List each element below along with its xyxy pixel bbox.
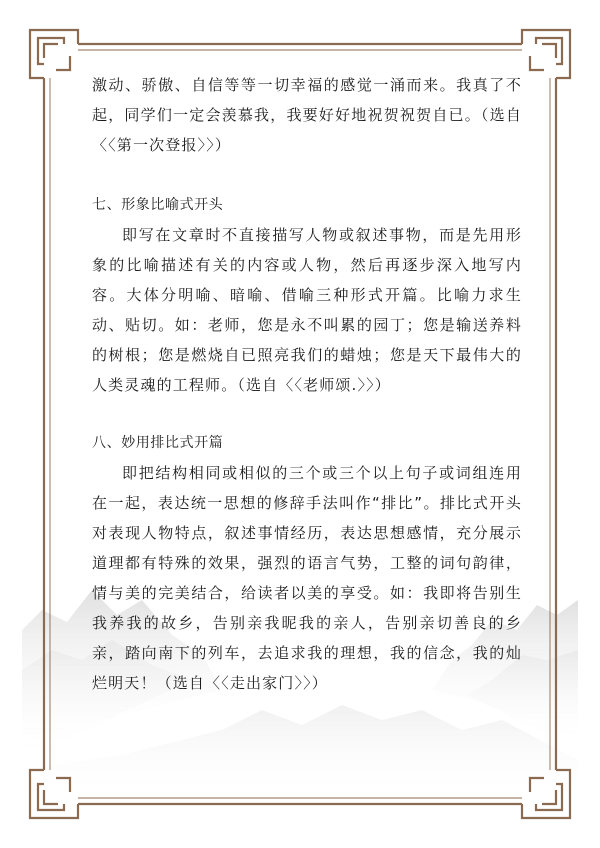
section-eight-body: 即把结构相同或相似的三个或三个以上句子或词组连用在一起，表达统一思想的修辞手法叫作“排比”。排比式开头对表现人物特点，叙述事情经历，表达思想感情，充分展示道理都有特殊的效果，强烈的语言气势，工整的词句韵律，情与美的完美结合，给读者以美的享受。如：我即将告别生我养我的故乡，告别亲我昵我的亲人，告别亲切善良的乡亲，踏向南下的列车，去追求我的理想，我的信念，我的灿烂明天！（选自〈〈走出家门〉〉） bbox=[92, 464, 522, 692]
section-eight-heading: 八、妙用排比式开篇 bbox=[92, 435, 224, 451]
document-content bbox=[92, 70, 522, 698]
section-seven-body: 即写在文章时不直接描写人物或叙述事物，而是先用形象的比喻描述有关的内容或人物，然后再逐步深入地写内容。大体分明喻、暗喻、借喻三种形式开篇。比喻力求生动、贴切。如：老师，您是永不叫累的园丁；您是输送养料的树根；您是燃烧自已照亮我们的蜡烛；您是天下最伟大的人类灵魂的工程师。（选自〈〈老师颂.〉〉） bbox=[92, 226, 522, 394]
section-seven-heading: 七、形象比喻式开头 bbox=[92, 197, 224, 213]
continuation-paragraph: 激动、骄傲、自信等等一切幸福的感觉一涌而来。我真了不起，同学们一定会羡慕我，我要好好地祝贺祝贺自已。（选自〈〈第一次登报〉〉） bbox=[92, 76, 522, 154]
